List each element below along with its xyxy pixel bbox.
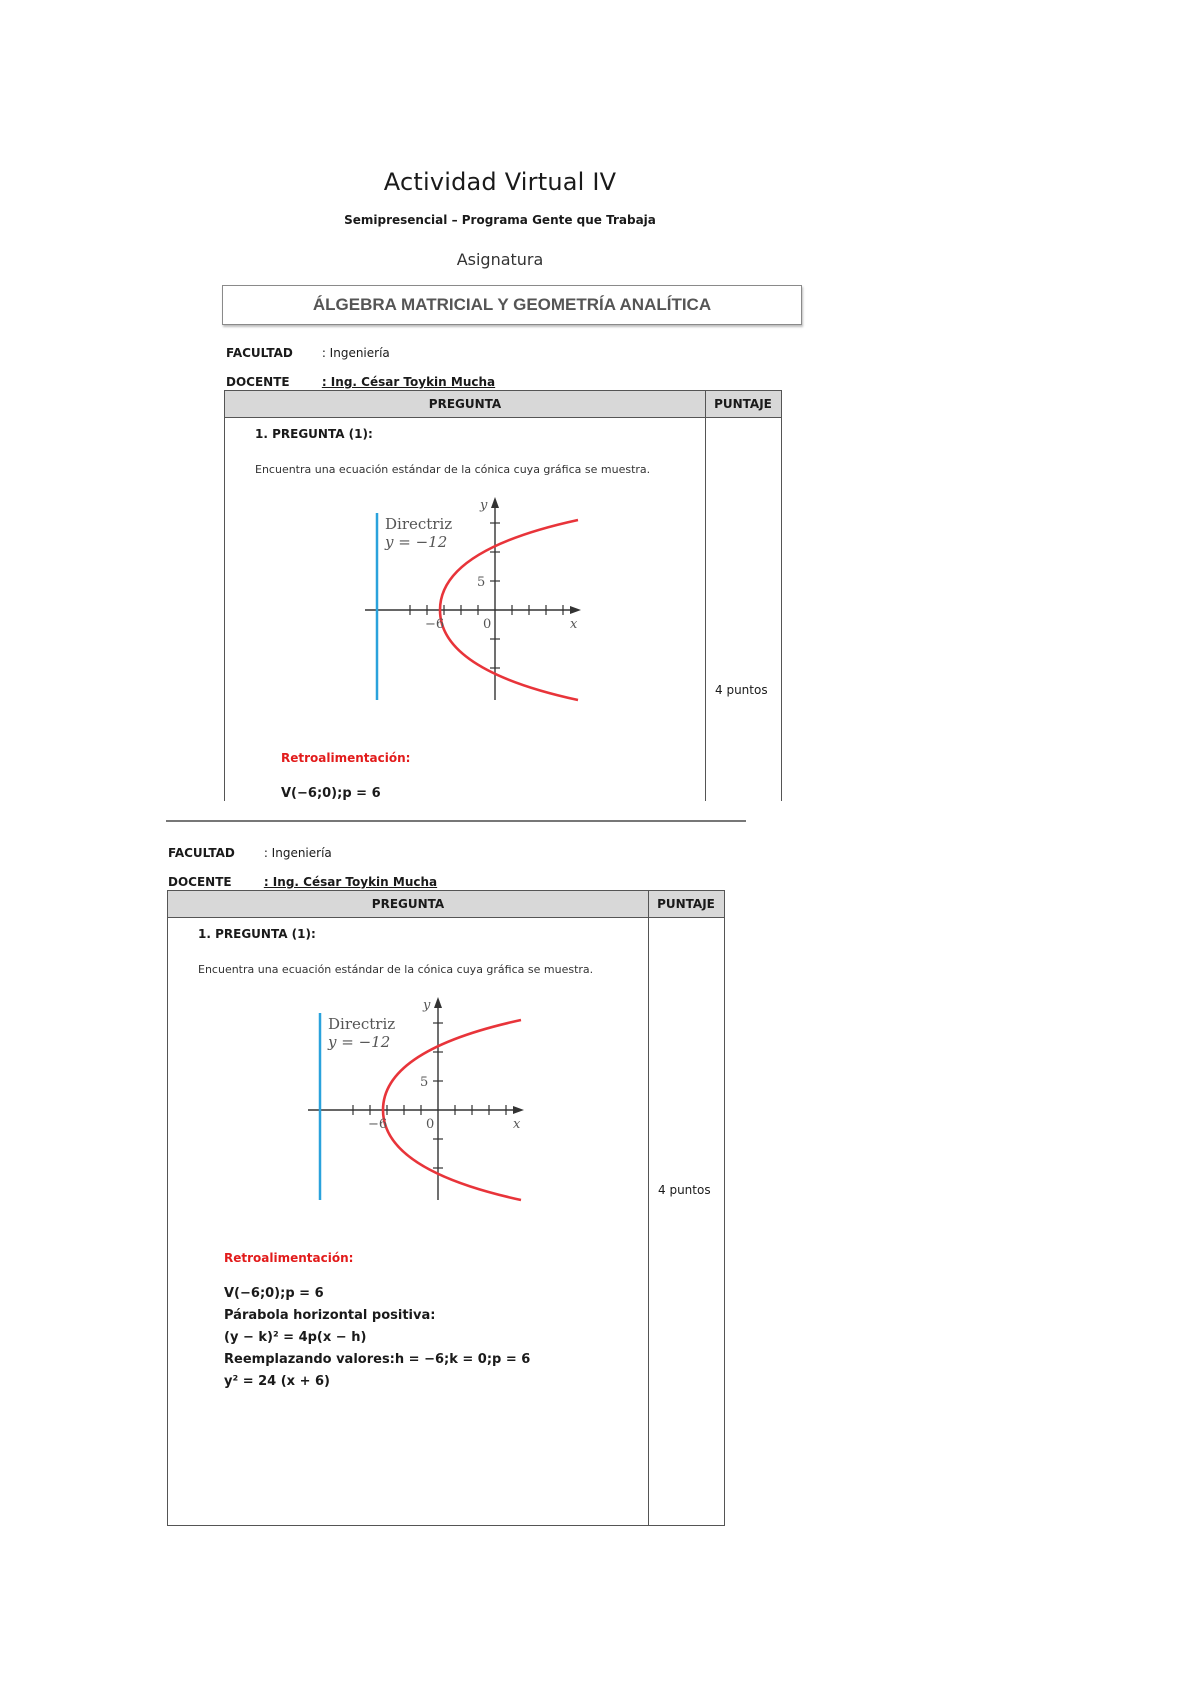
facultad-value: : Ingeniería [321,346,390,360]
feedback-label-2: Retroalimentación: [224,1251,354,1265]
facultad-label: FACULTAD [168,846,235,860]
header-pregunta: PREGUNTA [225,391,706,417]
docente-value: : Ing. César Toykin Mucha [321,375,496,389]
parabola-graph-2 [308,995,528,1205]
feedback-label: Retroalimentación: [281,751,411,765]
solution-answer: y² = 24 (x + 6) [224,1374,330,1389]
question-table [167,890,725,1526]
x-axis-arrow [513,1106,524,1114]
header-puntaje: PUNTAJE [714,397,772,411]
docente-row-2 [168,875,437,889]
tick-label-5: 5 [477,575,486,590]
page-title: Actividad Virtual IV [383,168,617,196]
solution-vertex: V(−6;0);p = 6 [224,1286,324,1301]
asignatura-label: Asignatura [456,250,544,269]
solution-type: Párabola horizontal positiva: [224,1308,436,1323]
page-subtitle: Semipresencial – Programa Gente que Trabaja [344,213,656,227]
facultad-row-2 [168,846,332,860]
directrix-equation: y = −12 [328,1033,391,1051]
solution-formula: (y − k)² = 4p(x − h) [224,1330,367,1345]
y-axis-label: y [423,998,431,1013]
y-axis-arrow [434,997,442,1008]
question-title-2: 1. PREGUNTA (1): [198,927,316,941]
tick-label-neg6: −6 [425,617,445,632]
question-table-top [224,390,782,801]
directrix-label: Directriz [385,515,453,533]
table-header-2 [168,891,724,918]
question-title: 1. PREGUNTA (1): [255,427,373,441]
facultad-row [226,346,390,360]
parabola-graph [365,495,585,705]
question-text-2: Encuentra una ecuación estándar de la cónica cuya gráfica se muestra. [198,963,594,976]
facultad-value: : Ingeniería [263,846,332,860]
header-puntaje: PUNTAJE [657,897,715,911]
solution-substitution: Reemplazando valores:h = −6;k = 0;p = 6 [224,1352,531,1367]
solution-block [224,1283,530,1393]
docente-label: DOCENTE [168,875,232,889]
column-divider [705,417,706,801]
y-axis-arrow [491,497,499,508]
course-title-box [222,285,802,325]
question-points-2: 4 puntos [658,1183,711,1197]
tick-label-neg6: −6 [368,1117,388,1132]
column-divider-2 [648,917,649,1525]
x-axis-label: x [513,1117,521,1132]
docente-value: : Ing. César Toykin Mucha [263,875,438,889]
header-pregunta: PREGUNTA [168,891,649,917]
docente-label: DOCENTE [226,375,290,389]
course-title: ÁLGEBRA MATRICIAL Y GEOMETRÍA ANALÍTICA [312,295,712,314]
tick-label-0: 0 [426,1117,435,1132]
question-text: Encuentra una ecuación estándar de la cónica cuya gráfica se muestra. [255,463,651,476]
table-header [225,391,781,418]
x-axis-label: x [570,617,578,632]
docente-row [226,375,495,389]
question-points: 4 puntos [715,683,768,697]
page-separator [166,820,746,822]
solution-partial-line: V(−6;0);p = 6 [281,786,381,801]
x-axis-arrow [570,606,581,614]
directrix-label: Directriz [328,1015,396,1033]
directrix-equation: y = −12 [385,533,448,551]
facultad-label: FACULTAD [226,346,293,360]
y-axis-label: y [480,498,488,513]
tick-label-5: 5 [420,1075,429,1090]
tick-label-0: 0 [483,617,492,632]
